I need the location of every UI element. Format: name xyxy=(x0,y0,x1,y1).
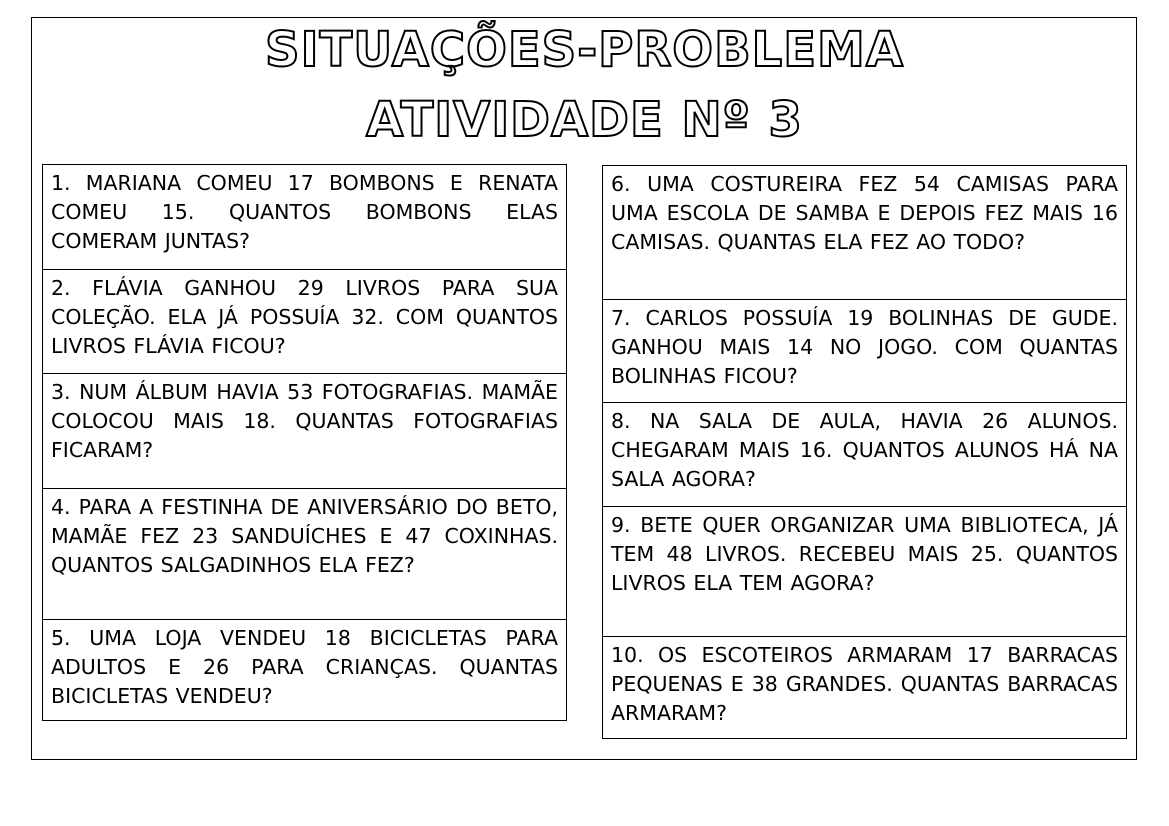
left-problem-column xyxy=(42,164,567,721)
problem-4: 4. PARA A FESTINHA DE ANIVERSÁRIO DO BETO, MAMÃE FEZ 23 SANDUÍCHES E 47 COXINHAS. QUANTOS SALGADINHOS ELA FEZ? xyxy=(43,488,566,619)
problem-9: 9. BETE QUER ORGANIZAR UMA BIBLIOTECA, JÁ TEM 48 LIVROS. RECEBEU MAIS 25. QUANTOS LIVROS ELA TEM AGORA? xyxy=(603,506,1126,636)
problem-3: 3. NUM ÁLBUM HAVIA 53 FOTOGRAFIAS. MAMÃE COLOCOU MAIS 18. QUANTAS FOTOGRAFIAS FICARAM? xyxy=(43,373,566,488)
problem-5: 5. UMA LOJA VENDEU 18 BICICLETAS PARA ADULTOS E 26 PARA CRIANÇAS. QUANTAS BICICLETAS VENDEU? xyxy=(43,619,566,722)
problem-7: 7. CARLOS POSSUÍA 19 BOLINHAS DE GUDE. GANHOU MAIS 14 NO JOGO. COM QUANTAS BOLINHAS FICOU? xyxy=(603,299,1126,402)
problem-8: 8. NA SALA DE AULA, HAVIA 26 ALUNOS. CHEGARAM MAIS 16. QUANTOS ALUNOS HÁ NA SALA AGORA? xyxy=(603,402,1126,506)
problem-2: 2. FLÁVIA GANHOU 29 LIVROS PARA SUA COLEÇÃO. ELA JÁ POSSUÍA 32. COM QUANTOS LIVROS FLÁVIA FICOU? xyxy=(43,269,566,373)
page-title: SITUAÇÕES-PROBLEMA xyxy=(265,22,904,78)
problem-6: 6. UMA COSTUREIRA FEZ 54 CAMISAS PARA UMA ESCOLA DE SAMBA E DEPOIS FEZ MAIS 16 CAMISAS. QUANTAS ELA FEZ AO TODO? xyxy=(611,172,1118,254)
activity-number: ATIVIDADE Nº 3 xyxy=(366,92,803,148)
right-problem-column xyxy=(602,165,1127,739)
problem-1: 1. MARIANA COMEU 17 BOMBONS E RENATA COMEU 15. QUANTOS BOMBONS ELAS COMERAM JUNTAS? xyxy=(51,171,558,253)
problem-10: 10. OS ESCOTEIROS ARMARAM 17 BARRACAS PEQUENAS E 38 GRANDES. QUANTAS BARRACAS ARMARAM? xyxy=(603,636,1126,740)
